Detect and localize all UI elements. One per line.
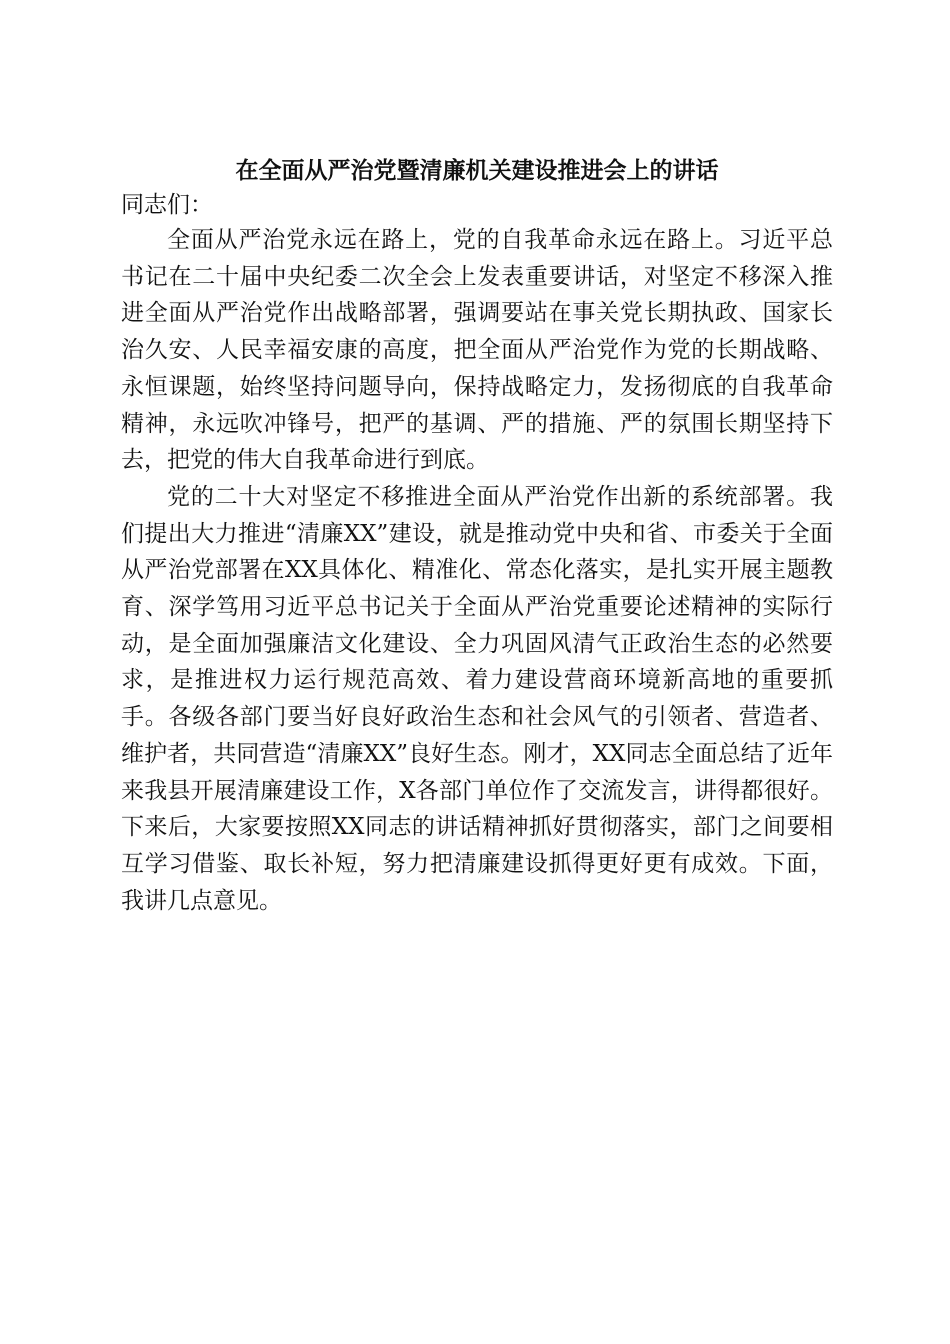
paragraph-2: 党的二十大对坚定不移推进全面从严治党作出新的系统部署。我们提出大力推进“清廉XX”建设，就是推动党中央和省、市委关于全面从严治党部署在XX具体化、精准化、常态化落实，是扎实开展主题教育、深学笃用习近平总书记关于全面从严治党重要论述精神的实际行动，是全面加强廉洁文化建设、全力巩固风清气正政治生态的必然要求，是推进权力运行规范高效、着力建设营商环境新高地的重要抓手。各级各部门要当好良好政治生态和社会风气的引领者、营造者、维护者，共同营造“清廉XX”良好生态。刚才，XX同志全面总结了近年来我县开展清廉建设工作，X各部门单位作了交流发言，讲得都很好。下来后，大家要按照XX同志的讲话精神抓好贯彻落实，部门之间要相互学习借鉴、取长补短，努力把清廉建设抓得更好更有成效。下面，我讲几点意见。: [121, 483, 833, 914]
document-title: 在全面从严治党暨清廉机关建设推进会上的讲话: [235, 158, 719, 184]
document-body: [121, 154, 833, 919]
salutation: 同志们：: [121, 192, 213, 218]
paragraph-1: 全面从严治党永远在路上，党的自我革命永远在路上。习近平总书记在二十届中央纪委二次全会上发表重要讲话，对坚定不移深入推进全面从严治党作出战略部署，强调要站在事关党长期执政、国家长治久安、人民幸福安康的高度，把全面从严治党作为党的长期战略、永恒课题，始终坚持问题导向，保持战略定力，发扬彻底的自我革命精神，永远吹冲锋号，把严的基调、严的措施、严的氛围长期坚持下去，把党的伟大自我革命进行到底。: [121, 227, 833, 474]
